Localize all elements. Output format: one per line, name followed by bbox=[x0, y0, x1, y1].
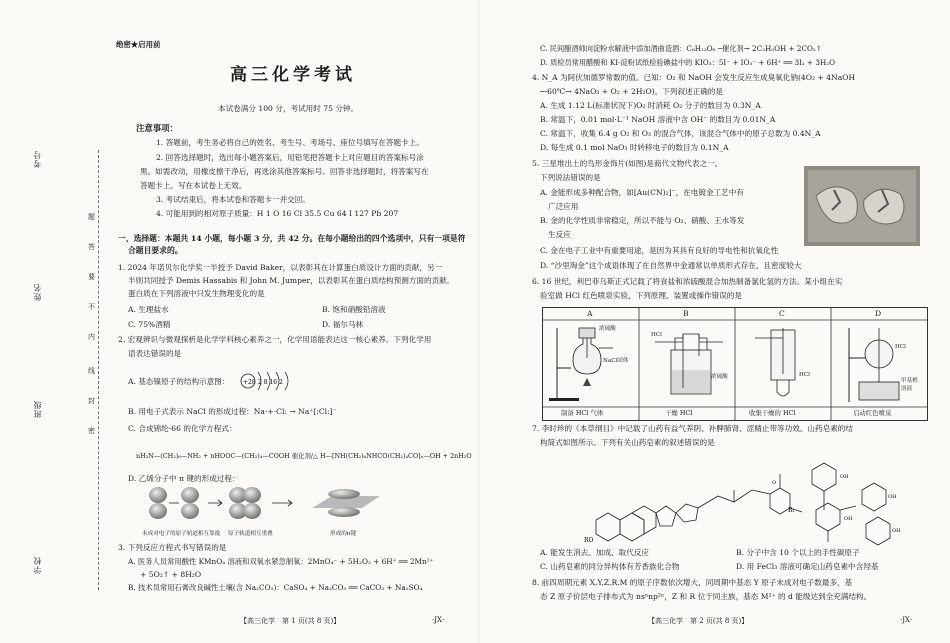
q2-option-a: A. 基态镍原子的结构示意图： bbox=[128, 377, 230, 386]
notice-line: 2. 回答选择题时，选出每小题答案后，用铅笔把答题卡上对应题目的答案标号涂 bbox=[156, 153, 424, 162]
svg-text:+28: +28 bbox=[243, 379, 256, 386]
pi-caption-2: 原子轨道相互重叠 bbox=[228, 531, 273, 537]
q2-option-d: D. 乙烯分子中 π 键的形成过程： bbox=[128, 474, 240, 483]
q3-option-b: B. 技术员常用石膏改良碱性土壤(含 Na₂CO₃)：CaSO₄ + Na₂CO₃ ══ CaCO₃ + Na₂SO₄ bbox=[128, 583, 423, 592]
caption-a: 制备 HCl 气体 bbox=[561, 409, 604, 417]
q7-option-a: A. 能发生消去、加成、取代反应 bbox=[540, 548, 650, 557]
seal-char: 内 bbox=[88, 333, 95, 341]
q6-stem: 验室做 HCl 红色喷泉实验，下列原理、装置或操作错误的是 bbox=[540, 291, 742, 300]
col-d-header: D bbox=[875, 309, 882, 318]
label-nacl: NaCl固体 bbox=[603, 358, 629, 364]
q3-stem: 3. 下列反应方程式书写错误的是 bbox=[118, 543, 227, 552]
notice-line: 黑。如需改动，用橡皮擦干净后，再选涂其他答案标号。回答非选择题时，将答案写在 bbox=[140, 167, 429, 176]
col-c-header: C bbox=[779, 309, 785, 318]
q1-stem: 半则共同授予 Demis Hassabis 和 John M. Jumper，以表彰其在蛋白质结构预测方面的贡献。 bbox=[128, 276, 455, 285]
q2-stem: 2. 宏观辨识与微观探析是化学学科核心素养之一，化学用语能表达这一核心素养。下列化学用 bbox=[118, 335, 432, 344]
notice-line: 答题卡上。写在本试卷上无效。 bbox=[140, 181, 247, 190]
q2-stem: 语表达错误的是 bbox=[128, 349, 182, 358]
q7-option-c: C. 山药皂素的同分异构体有芳香族化合物 bbox=[540, 562, 680, 571]
q1-option-c: C. 75%酒精 bbox=[128, 320, 171, 329]
section-heading: 一、选择题：本题共 14 小题，每小题 3 分，共 42 分。在每小题给出的四个选项中，只有一项是符 bbox=[118, 234, 466, 243]
class-label: 班级 bbox=[33, 400, 42, 418]
label-solution: 溶液 bbox=[901, 386, 913, 392]
caption-c: 收集干燥的 HCl bbox=[749, 409, 796, 417]
q5-option-a: A. 金能形成多种配合物，如[Au(CN)₂]⁻，在电镀金工艺中有 bbox=[540, 188, 744, 197]
q6-stem: 6. 16 世纪，利巴菲乌斯正式记载了将食盐和浓硫酸混合加热制备氯化氢的方法。某小组在实 bbox=[532, 277, 843, 286]
label-hcl-d: HCl bbox=[895, 344, 906, 350]
seal-char: 题 bbox=[88, 213, 95, 221]
q4-option-d: D. 每生成 0.1 mol NaO₃ 时转移电子的数目为 0.1N_A bbox=[540, 143, 729, 152]
label-conc-h2so4: 浓硫酸 bbox=[599, 326, 616, 332]
q1-stem: 蛋白质在下列溶液中只发生物理变化的是 bbox=[128, 289, 265, 298]
dioscin-structure bbox=[566, 450, 926, 546]
footer-code: ·JX· bbox=[900, 616, 913, 624]
label-hcl-b: HCl bbox=[651, 332, 662, 338]
svg-text:OH: OH bbox=[888, 494, 897, 500]
section-heading: 合题目要求的。 bbox=[128, 246, 183, 255]
q3-option-a: A. 医务人员常用酸性 KMnO₄ 溶液和双氧水紧急制氧：2MnO₄⁻ + 5H₂O₂ + 6H⁺ ══ 2Mn²⁺ bbox=[128, 557, 434, 566]
q4-stem: ─-60℃→ 4NaO₃ + O₂ + 2H₂O)。下列叙述正确的是 bbox=[540, 87, 724, 96]
q4-option-c: C. 常温下，收集 6.4 g O₂ 和 O₃ 的混合气体，该混合气体中的原子总数为 0.4N_A bbox=[540, 129, 821, 138]
r1-label: R₁ bbox=[788, 507, 795, 514]
q4-option-b: B. 常温下，0.01 mol·L⁻¹ NaOH 溶液中含 OH⁻ 的数目为 0.01N_A bbox=[540, 115, 776, 124]
svg-text:OH: OH bbox=[840, 474, 849, 480]
q3-option-c: C. 民间酿酒师向淀粉水解液中添加酒曲造酒：C₆H₁₂O₆ ─催化剂→ 2C₂H₅OH + 2CO₂↑ bbox=[540, 44, 822, 53]
gold-bird-photo bbox=[804, 166, 920, 246]
q8-stem: 态 Z 原子价层电子排布式为 nsⁿnp²ⁿ，Z 和 R 位于同主族，基态 M²⁺ 的 d 能级达到全充满结构。 bbox=[540, 592, 872, 601]
svg-text:O: O bbox=[772, 480, 777, 486]
nickel-atom-diagram bbox=[238, 366, 298, 396]
svg-text:OH: OH bbox=[844, 516, 853, 522]
ro-label: RO bbox=[584, 537, 594, 544]
nylon-equation: nH₂N—(CH₂)₆—NH₂ + nHOOC—(CH₂)₄—COOH 催化剂/△ H—[NH(CH₂)₆NHCO(CH₂)₄CO]ₙ—OH + 2nH₂O bbox=[136, 452, 472, 460]
q4-stem: 4. N_A 为阿伏加德罗常数的值。已知：O₂ 和 NaOH 会发生反应生成臭氧化钠(4O₂ + 4NaOH bbox=[532, 73, 856, 82]
q2-option-b: B. 用电子式表示 NaCl 的形成过程：Na·+·Cl: → Na⁺[:Cl:]⁻ bbox=[128, 407, 337, 416]
exam-page-2 bbox=[480, 0, 950, 643]
apparatus-table bbox=[542, 307, 928, 421]
secret-mark: 绝密★启用前 bbox=[116, 40, 161, 49]
q7-stem: 7. 李时珍的《本草纲目》中记载了山药有益气养阴、补脾肺肾、涩精止带等功效。山药皂素的结 bbox=[532, 424, 853, 433]
q1-stem: 1. 2024 年诺贝尔化学奖一半授予 David Baker，以表彰其在计算蛋白质设计方面的贡献，另一 bbox=[118, 263, 443, 272]
binding-gutter bbox=[0, 0, 110, 643]
caption-b: 干燥 HCl bbox=[665, 409, 693, 417]
notice-line: 1. 答题前，考生务必将自己的姓名、考生号、考场号、座位号填写在答题卡上。 bbox=[156, 138, 424, 147]
q7-option-d: D. 用 FeCl₃ 溶液可确定山药皂素中含羟基 bbox=[736, 562, 879, 571]
q2-option-c: C. 合成锦纶-66 的化学方程式： bbox=[128, 424, 237, 433]
svg-text:OH: OH bbox=[892, 528, 901, 534]
seal-char: 线 bbox=[88, 367, 95, 375]
q5-option-a-cont: 广泛应用 bbox=[548, 202, 579, 211]
q5-option-b-cont: 生反应 bbox=[548, 230, 571, 239]
q4-option-a: A. 生成 1.12 L(标准状况下)O₂ 时消耗 O₂ 分子的数目为 0.3N_A bbox=[540, 101, 761, 110]
notice-line: 3. 考试结束后，将本试卷和答题卡一并交回。 bbox=[156, 195, 310, 204]
pi-caption-1: 未成对电子的原子轨道相互靠拢 bbox=[142, 531, 221, 537]
label-h2so4-b: 浓硫酸 bbox=[711, 374, 728, 380]
seal-char: 密 bbox=[88, 427, 95, 435]
q7-option-b: B. 分子中含 10 个以上的手性碳原子 bbox=[736, 548, 860, 557]
shell-numbers: 2 8 16 2 bbox=[258, 379, 283, 386]
q5-option-d: D. “沙里淘金”这个成语体现了在自然界中金通常以单质形式存在，且密度较大 bbox=[540, 261, 802, 270]
caption-d: 启动红色喷泉 bbox=[853, 409, 892, 417]
pi-bond-diagram bbox=[136, 486, 436, 528]
col-a-header: A bbox=[587, 309, 593, 318]
kaohao-label: 考号 bbox=[33, 150, 42, 168]
q5-stem: 5. 三星堆出土的鸟形金饰片(如图)是商代文物代表之一。 bbox=[532, 159, 723, 168]
pi-caption-3: 形成的π键 bbox=[330, 531, 357, 537]
q8-stem: 8. 前四周期元素 X,Y,Z,R,M 的原子序数依次增大，同周期中基态 Y 原子未成对电子数最多，基 bbox=[532, 578, 853, 587]
seal-char: 不 bbox=[88, 303, 95, 311]
footer-code: ·JX· bbox=[432, 616, 445, 624]
notice-line: 4. 可能用到的相对原子质量：H 1 O 16 Cl 35.5 Cu 64 I 127 Pb 207 bbox=[156, 209, 399, 218]
score-info: 本试卷满分 100 分，考试用时 75 分钟。 bbox=[218, 104, 359, 113]
q5-stem: 下列说法错误的是 bbox=[540, 173, 601, 182]
label-methyl-orange: 甲基橙 bbox=[901, 378, 918, 384]
page-footer: 【高三化学 第 2 页(共 8 页)】 bbox=[648, 617, 749, 625]
col-b-header: B bbox=[683, 309, 689, 318]
page-footer: 【高三化学 第 1 页(共 8 页)】 bbox=[240, 617, 341, 625]
exam-title: 高三化学考试 bbox=[230, 65, 356, 85]
q7-stem: 构简式如图所示。下列有关山药皂素的叙述错误的是 bbox=[540, 438, 715, 447]
q5-option-c: C. 金在电子工业中有重要用途，是因为其具有良好的导电性和抗氧化性 bbox=[540, 246, 779, 255]
q3-option-a-cont: + 5O₂↑ + 8H₂O bbox=[140, 570, 202, 579]
q1-option-a: A. 生理盐水 bbox=[128, 305, 169, 314]
q1-option-d: D. 福尔马林 bbox=[322, 320, 364, 329]
school-label: 学校 bbox=[33, 556, 42, 574]
label-hcl-c: HCl bbox=[799, 372, 810, 378]
seal-char: 封 bbox=[88, 397, 95, 405]
name-label: 姓名 bbox=[33, 283, 42, 301]
seal-char: 答 bbox=[88, 243, 95, 251]
notice-heading: 注意事项： bbox=[136, 123, 178, 133]
q3-option-d: D. 质检员常用醋酸和 KI-淀粉试纸检验碘盐中的 KIO₃：5I⁻ + IO₃⁻ + 6H⁺ ══ 3I₂ + 3H₂O bbox=[540, 58, 835, 67]
q1-option-b: B. 饱和硝酸铅溶液 bbox=[322, 305, 386, 314]
seal-line bbox=[98, 150, 99, 590]
seal-char: 要 bbox=[88, 273, 95, 281]
q5-option-b: B. 金的化学性质非常稳定，所以不能与 O₂、硝酸、王水等发 bbox=[540, 216, 745, 225]
